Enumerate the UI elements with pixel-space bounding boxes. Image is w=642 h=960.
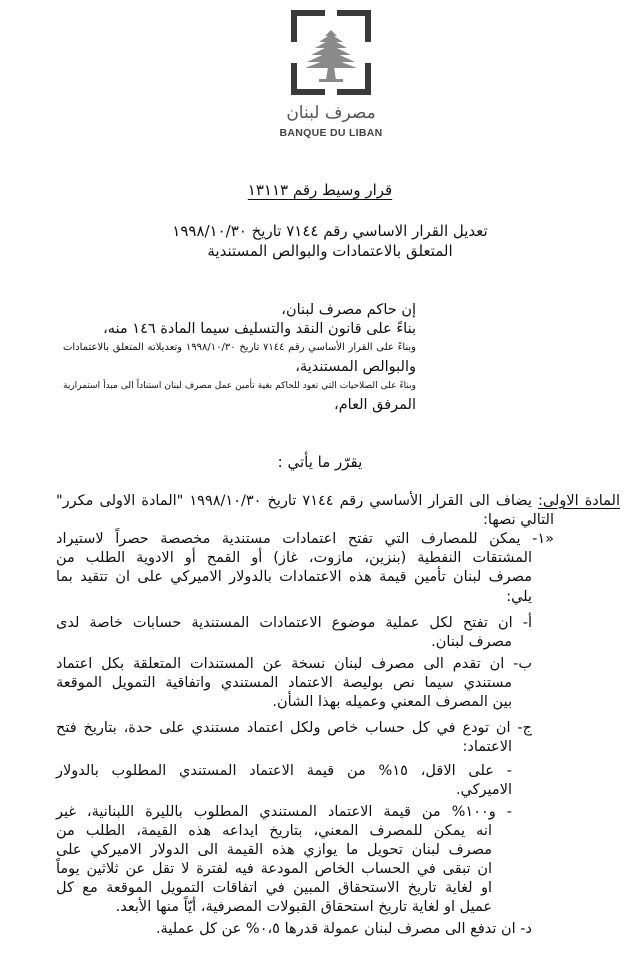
article-1-label: المادة الاولى: [537, 493, 620, 509]
item-a-line: أ- ان تفتح لكل عملية موضوع الاعتمادات المستندية حسابات خاصة لدى [56, 615, 532, 631]
item-c-sub2-line: - و١٠٠% من قيمة الاعتماد المستندي المطلوب بالليرة اللبنانية، غير [56, 804, 513, 820]
clause-1-line: يلي: [506, 589, 532, 605]
preamble-line: إن حاكم مصرف لبنان، [281, 302, 416, 318]
preamble-line: بناءً على قانون النقد والتسليف سيما المادة ١٤٦ منه، [103, 321, 416, 337]
preamble-line: والبوالص المستندية، [295, 359, 416, 375]
article-1-line: التالي نصها: [483, 512, 554, 528]
item-b-line: مستندي سيما نص بوليصة الاعتماد المستندي واتفاقية التمويل الموقعة [56, 675, 512, 691]
item-c-sub2-line: مصرف لبنان تحويل ما يوازي هذه القيمة الى الدولار الاميركي على [56, 842, 492, 858]
item-c-sub1-line: - على الاقل، ١٥% من قيمة الاعتماد المستندي المطلوب بالدولار [56, 763, 512, 779]
decision-title-text: قرار وسيط رقم ١٣١١٣ [247, 181, 393, 199]
subtitle-line-1: تعديل القرار الاساسي رقم ٧١٤٤ تاريخ ١٩٩٨/١٠/٣٠ [172, 222, 488, 240]
article-1-heading [56, 492, 620, 510]
clause-1-line: المشتقات النفطية (بنزين، مازوت، غاز) أو القمح أو الادوية الطلب من [56, 550, 532, 566]
bank-logo [272, 10, 383, 139]
preamble-line: وبناءً على القرار الأساسي رقم ٧١٤٤ تاريخ ١٩٩٨/١٠/٣٠ وتعديلاته المتعلق بالاعتمادات [63, 342, 416, 353]
logo-english-name: BANQUE DU LIBAN [279, 127, 383, 139]
item-c-sub1-line: الاميركي. [455, 782, 512, 798]
cedar-tree-icon [291, 10, 371, 95]
item-b-line: بين المصرف المعني وعميله بهذا الشأن. [272, 694, 512, 710]
clause-1-line: «١- يمكن للمصارف التي تفتح اعتمادات مستندية مخصصة حصراً لاستيراد [56, 531, 554, 547]
item-c-sub2-line: انه يمكن للمصرف المعني، بتاريخ ايداعه هذه القيمة، الطلب من [56, 823, 492, 839]
article-1-intro: يضاف الى القرار الأساسي رقم ٧١٤٤ تاريخ ١٩٩٨/١٠/٣٠ "المادة الاولى مكرر" [56, 493, 538, 509]
item-c-sub2-line: عميل او لغاية تاريخ استحقاق القبولات المصرفية، أيّاً منها الأبعد. [115, 899, 492, 915]
item-c-line: الاعتماد: [462, 739, 512, 755]
item-b-line: ب- ان تقدم الى مصرف لبنان نسخة عن المستندات المتعلقة بكل اعتماد [56, 656, 532, 672]
subtitle-line-2: المتعلق بالاعتمادات والبوالص المستندية [207, 242, 453, 260]
logo-arabic-name: مصرف لبنان [286, 103, 376, 123]
item-c-sub2-line: او لغاية تاريخ الاستحقاق المبين في اتفاقات التمويل الموقعة مع كل [56, 880, 492, 896]
item-c-line: ج- ان تودع في كل حساب خاص ولكل اعتماد مستندي على حدة، بتاريخ فتح [56, 720, 532, 736]
decision-title [150, 181, 490, 199]
item-a-line: مصرف لبنان. [431, 634, 512, 650]
item-c-sub2-line: ان تبقى في الحساب الخاص المودعة فيه لفترة لا تقل عن ثلاثين يوماً [56, 861, 492, 877]
decides-heading: يقرّر ما يأتي : [277, 453, 363, 471]
preamble-line: المرفق العام، [334, 397, 416, 413]
item-d-line: د- ان تدفع الى مصرف لبنان عمولة قدرها ٠،٥% عن كل عملية. [155, 921, 532, 937]
clause-1-line: مصرف لبنان تأمين قيمة هذه الاعتمادات بالدولار الاميركي على ان تتقيد بما [56, 569, 532, 585]
preamble-line: وبناءً على الصلاحيات التي تعود للحاكم بغية تأمين عمل مصرف لبنان استناداً الى مبدأ استمرارية [63, 381, 416, 391]
